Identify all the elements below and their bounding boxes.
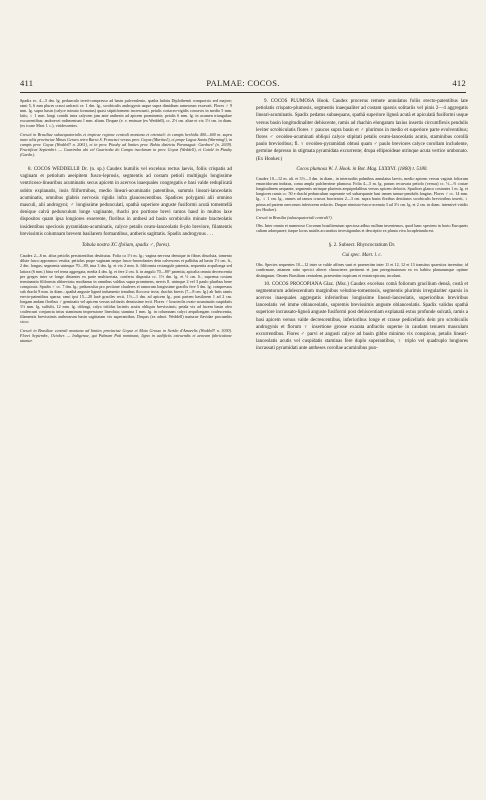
right-page-number: 412 [452, 78, 466, 88]
paragraph-observation: Obs. Inter omnia et numeroso Cocorum brasiliensium speciosa adhuc nullum inveniemos, quod hanc speciem in horto Europaeis cultam adaequaret; itaque locus natalis accuratius investigandus et descriptio ex planta viva locupletanda est. [256, 222, 468, 233]
species-heading-cocos-plumosa: 9. COCOS PLUMOSA Hook. Caudex procerus remote annulatus foliis erecto-patentibus late petiolatis crispato-plumosis, segmentis inaequaliter ad costam sparsis solitariis vel pinis 2—4 aggregatis lineari-acuminatis. Spadix pedatus subaequans, spathâ superiore ligneâ acutâ et apiculatâ fusiformi usque versus basin longitudinaliter dehiscente, ramis ad rhachin elongatam laxius insertis circumflexis pendulis leviter scrobiculatis flores ♀ paucos supra basin et ♂ plurimos in medio et superiore parte evolventibus; flores ♂ ovoideo-acuminati obliqui calyce stipitati petalis ovato-lanceolatis acutis, staminibus corollâ paulo brevioribus; fl. ♀ ovoideo-pyramidati obtusi quam ♂ paulo breviores calyce corollam includente, germine depresso in stigmata pyramidata excurrente; drupa ellipsoideae utrinque acuta vertice umbonato. (Ex Hooker.) [256, 99, 468, 162]
species-heading-cocos-procopiana: 10. COCOS PROCOPIANA Glaz. (Msc.) Caudex excelsus comâ foliorum gracilium densâ, costâ et segmentorum adolescentium marginibus velutino-tomentosis, segmentis plurimis irregulariter sparsis in acervos inaequales aggregatis inferioribus longissime lineari-lanceolatis, superioribus breviribus lanceolatis vel imme oblanceolatis, supremis brevissimis anguste oblanceolatis. Spadix validus spathâ superiore incrassato-ligneâ anguste fusiformi post dehiscentiam explanatâ extus profunde sulcatâ, ramis a basi apicem versus valde decrescentibus, inferioribus longe et crasse pedicellatis dein pro scrobiculis androgynis et florum ♀ insertione grosse exarata anfractis superne in caudam tenuem masculam excurrentibus. Flores ♂ parvi et angusti calyce ad basin gibbo minimo vix conspicuo, petalis lineari-lanceolatis acutis vel cuspidatis staminas fere duplo superantibus, ♀ triplo vel quadruplo longiores incrassati pyramidati ante antheses corollae acuminibus pun- [256, 281, 468, 352]
page-title: PALMAE: COCOS. [206, 78, 280, 88]
left-column [20, 98, 232, 788]
plate-reference: Tabula nostra XC (foliam, spadix ♂, flores). [81, 243, 171, 249]
paragraph-description-continued: Spadix ec. 4—5 dm. lg. pedunculo tereti-compresso ad basin pulverulento, spatha habitu Diplothemii compactrix sed majore; rami 5, 6 mm plures crassi anfracti ce. 1 dm. lg., scrobiculis androgynis usque supra dimidium rameorum excavati. Flores ♂ 9 mm. lg. supra basin (calyce minuto formatus) quasi stipitiformem increscunti, petalis coriaceo-rigidis concavis in medio 5 mm. latis; ♀ 1 mm. longi conidii intra calycem jam ante anthesin ad apicem prominente, petalis 6 mm. lg. in acumen triangulare excurrentibus; androecei rudimentum 1 mm. altum. Drupae (e. v. emissae (ex Weddell), cc. 2½ cm. altae et vix 1½ cm. in diam. (ex icone Mart. l. c.), viridescentes. [20, 98, 232, 129]
right-column [256, 98, 468, 788]
header-rule [20, 92, 466, 93]
paragraph-habitat-weddellii: Crescit in Brasiliae centrali montana ad limites provinciae Goyaz et Mato Grosso in Sertão d'Amarelis (Weddell! n. 3030). Floret Septembr., October. — Indigenae, qui Palmam Pati nominant, ligno in aedificiis extruendis et aeneam fabricatione utuntur. [20, 327, 232, 343]
section-reference: Cui spec. Mart. l. c. [342, 253, 382, 259]
paragraph-description: Caudex 2—6 m. altus petiolis persistentibus destitutus. Folia ca 1½ m. lg.; vagina nervosa demique in fibras dissoluta, tomento dilute fusco apposmoo vestita; petiolus prope vaginam neque fusco-lanceolantes dein calvescens et pallidus ad basin 1½ cm. lt., 2 dm. longus; segmenta utrinque 70—80, ima 3 dm. lg. et vix 2 mm. lt. filiformia rectangule patentia, sequentia acquilonga sed latiora (6 mm.) bina vel terna aggregata, media 4 dm. lg. et fere 2 cm. lt. in angulo 70—80° patentia, apicalia omnia decrescentia per greges inter se longe distantes ex parte multiseriata, conferta disposita cc. 1½ dm. lg. et ½ cm. lt., suprema costam terminantia filiformia abbreviata; modianus in omnibus valdius supra prominens, nervis ll. utrinque 2 vel 3 paulo pluribus bene conspicuis. Spadix ♂ cc. 7 dm. lg.; pedunculus pro pectione clauleres et ramorum longissime gracilis fere 5 dm. lg. compressus sub rhachi 8 mm. in diam.; spathâ anguste ligneâ indumento tenuibus floccose tecta; rhachis brevis (7—8 cm. lg.) ab Iniis ramis erecto-patentibus sparsa; rami ipsi 15—20 laxè graciles recti, 1½—1 dm. ad apicem lg., post partem basilarem 1 ad 2 cm. longam andam floribus ♂ geminatis vel apicem versus solitariis densissime tecti. Flores ♂ bracteolis ovato-acuminatis cuspidatis 1½ mm. lg. suffulti, 12 mm. lg. oblongi, calyx trifidus laciniis acutis obliquis brevissimis; petala vix ad lucem basin oleo coalescunt conjuncta intus staminum impressione lineolata; stamina 1 mm. lg. in columnam calyci aequilongam coalescentia, filamentis brevissimis antherarum basin sagittatam vix superantibus. Drupas (ex adnot. Weddell) maturae flavidae procumbis sicco. [20, 253, 232, 325]
species-heading-cocos-weddellii: 8. COCOS WEDDELLII Dr. (n. sp.) Caudex humilis vel excelsus rectus laevis, foliis crispatis ad vaginam et petiolum aeeipitem fusco-leprosis, segmentis ad costam petioli multijugis longissime ventricoso-linearibus acuminatis secus apicem in acervos inaequales congregatis e basi valde reduplicatâ subito explanatis, insis filiformibus, medio lineari-acuminatis patentibus, summis lineari-lanceolatis acuminatis, omnibus glabris nervosis rigidis infra glaucescentibus. Spadices polygami alii omnino masculi, alii androgyni; ♂ longissime pedunculati, spathâ superiore anguste fusiformi acutâ tomentellâ denique calvâ pedunculum longe vaginante, rhachi pro portione brevi ramos haud in multos laxe dispositos quam ipsa longiores exserente, floribus in anthesi ad basin scrobiculis minute bracteolatis insidentibus speciosis pyramidato-acuminatis, calyce petalis ovato-lanceolatis 8-plo breviore, filamentis brevissimis columnam brevem basilarem formantibus, antheris sagittatis. Spadix androgynus . . . [20, 167, 232, 237]
paragraph-description-plumosa: Caudex 10—12 m. alt. et 3½—3 dm. in diam., in internodiis palmibus annulatus laevis, medio apicem versus vaginis foliorum emarcidorum indutus, coma ampla pulcherrime plumosa. Folia 4—5 m. lg. parum recurvata petiolo (versus) cc. ½—⅔ costae longitudinem aequante, segmentis utrinque plurimis aequipedalibus versus apicem defactis. Spadices glauco costantes 1 m. lg. et longiores ramis cc. 50 e rhachi pedunculum superante vel subaequante basi tamen tarnuo-pendulis longius. Flores ♂ cc. 14 mm. lg., ♀ 1 cm. lg., omnes ad ramos crassos bracteatos 2—3 cm. supra basin floribus destitutos scrobiculis brevioribus inserti, ♀ prima ad partem onecorum inferiorem redactis. Drupae nimiuto-fusco-acenata 3 ad 3½ cm. lg. et 2 cm. in diam. intensivé viridis (ex Hooker). [256, 176, 468, 212]
section-heading: §. 2. Subsect. Rhyncocratium Dr. [328, 242, 396, 248]
paragraph-section-observation: Obs. Species sequentes 10—12 inter se valde affines sunt et praesertim inter 11 et 12, 12 et 13 transitus quaesitos invenitur; id confirmare, attamen ratio specici alterei characteres pertinent et jam peregrinatorum ea ex habitu planarumque optime distinguunt. Omnes Brasiliam centralem, praesertim tropicam et extratropicam, incolunt. [256, 262, 468, 278]
paragraph-habitat-plumosa: Crescit in Brasilia (subaequatoriali centrali?). [256, 214, 333, 220]
literature-reference: Cocos plumosa W. J. Hook. in Bot. Mag. LXXXVI. (1860) t. 5180. [296, 166, 428, 172]
paragraph-habitat: Crescit in Brasiliae subaequatorialis et tropicae regione centrali montana et orientali: in campis herbidis 400—600 m. supra mare altis provinciae Minas Geraes retro Barra S. Francisci versus prov. Goyaz (Martius!), et prope Lagoa Santa (Warming!), in campis prov. Goyaz (Weddell! n. 2061), et in prov. Piauhy ad limites prov. Bahia districtu Paranaguá: Gardner! (n. 2639). Fructificat Septembri. — Guariroba ubi vel Guariroba do Campo incolarum in prov. Goyaz (Weddell), et Catolé in Piauhy (Gardn.). [20, 131, 232, 157]
left-page-number: 411 [20, 78, 34, 88]
